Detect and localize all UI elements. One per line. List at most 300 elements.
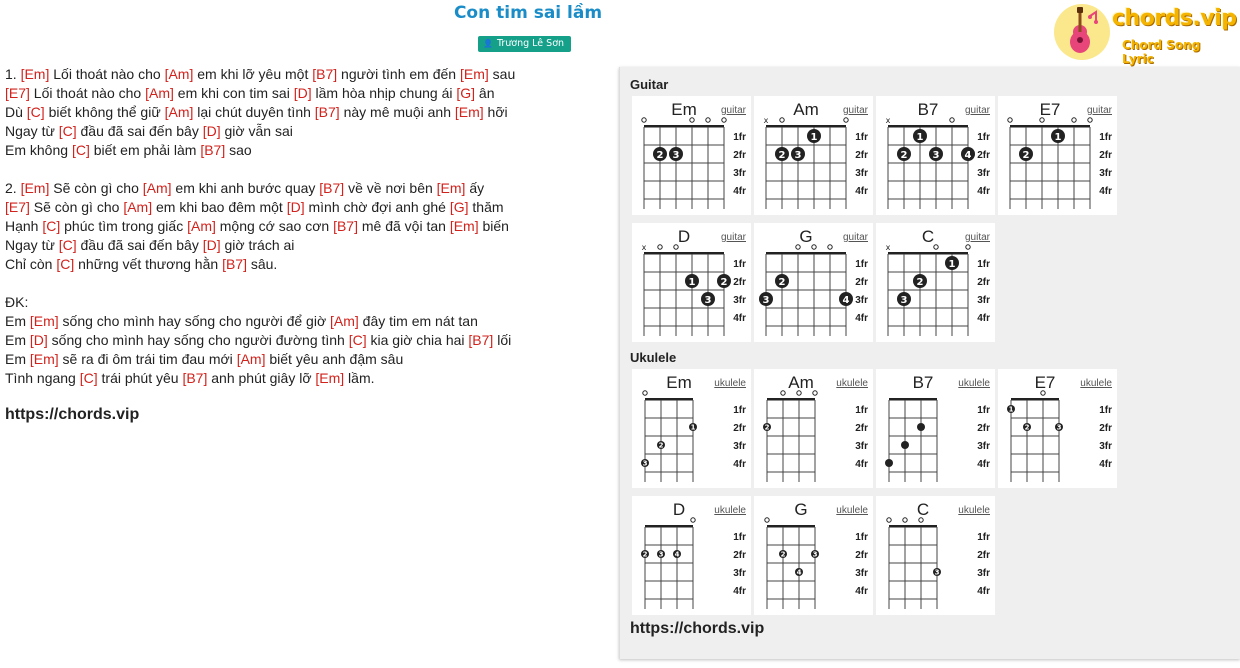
fret-label: 4fr <box>977 186 990 197</box>
finger-number: 3 <box>900 295 908 306</box>
fret-label: 2fr <box>855 423 868 434</box>
chord-tag[interactable]: [C] <box>79 370 98 386</box>
fret-label: 1fr <box>733 405 746 416</box>
fret-label: 4fr <box>733 459 746 470</box>
finger-number: 3 <box>812 550 818 559</box>
instrument-link[interactable]: guitar <box>964 105 990 116</box>
fret-label: 4fr <box>733 186 746 197</box>
chord-tag[interactable]: [E7] <box>5 199 30 215</box>
open-string-marker <box>658 245 662 249</box>
nut <box>1011 398 1059 401</box>
lyric-line <box>5 65 605 84</box>
chord-tag[interactable]: [B7] <box>312 66 338 82</box>
instrument-link[interactable]: ukulele <box>1080 378 1112 389</box>
lyric-line <box>5 312 605 331</box>
lyric-text: ấy <box>465 180 485 196</box>
lyric-text: em khi bao đêm một <box>152 199 287 215</box>
finger-number: 2 <box>1024 423 1030 432</box>
chord-tag[interactable]: [Am] <box>164 66 194 82</box>
instrument-link[interactable]: guitar <box>720 232 746 243</box>
finger-number: 3 <box>794 150 802 161</box>
lyric-text: ĐK: <box>5 294 29 310</box>
lyric-text: Lối thoát nào cho <box>29 85 146 101</box>
lyric-text: lối <box>493 332 512 348</box>
finger-number: 3 <box>934 568 940 577</box>
fret-label: 4fr <box>977 459 990 470</box>
lyric-text: em khi lỡ yêu một <box>193 66 313 82</box>
nut <box>766 125 846 128</box>
lyric-text: Em không <box>5 142 72 158</box>
fret-label: 3fr <box>977 568 990 579</box>
lyric-text: Ngay từ <box>5 123 59 139</box>
finger-number: 3 <box>932 150 940 161</box>
instrument-link[interactable]: guitar <box>842 105 868 116</box>
lyric-line <box>5 122 605 141</box>
lyric-text: lầm. <box>344 370 375 386</box>
fret-label: 2fr <box>977 150 990 161</box>
lyrics-block <box>5 65 605 388</box>
chord-tag[interactable]: [D] <box>202 237 221 253</box>
fret-label: 1fr <box>855 405 868 416</box>
blank-line <box>5 160 605 179</box>
muted-string-marker: x <box>885 116 891 125</box>
lyric-text: Em <box>5 351 30 367</box>
guitar-chord-card-c[interactable] <box>876 223 995 342</box>
lyric-text: phúc tìm trong giấc <box>60 218 188 234</box>
ukulele-chord-card-g[interactable] <box>754 496 873 615</box>
fret-label: 1fr <box>977 532 990 543</box>
chord-tag[interactable]: [C] <box>58 123 77 139</box>
finger-number: 3 <box>642 459 648 468</box>
ukulele-chord-card-em[interactable] <box>632 369 751 488</box>
chord-tag[interactable]: [D] <box>29 332 48 348</box>
chord-tag[interactable]: [B7] <box>182 370 208 386</box>
fret-label: 1fr <box>733 532 746 543</box>
fret-label: 3fr <box>733 441 746 452</box>
lyric-text: hỡi <box>483 104 508 120</box>
lyric-text: sẽ ra đi ôm trái tim đau mới <box>58 351 237 367</box>
finger-number: 1 <box>1054 132 1062 143</box>
chord-tag[interactable]: [G] <box>456 85 476 101</box>
lyric-text: lại chút duyên tình <box>193 104 315 120</box>
chord-name: Am <box>788 373 814 392</box>
lyric-text: người tình em đến <box>337 66 460 82</box>
chord-name: C <box>921 227 935 246</box>
fret-label: 1fr <box>977 259 990 270</box>
lyric-line <box>5 141 605 160</box>
nut <box>644 252 724 255</box>
finger-dot <box>901 441 909 449</box>
lyric-text: giờ vẫn sai <box>220 123 293 139</box>
chord-tag[interactable]: [Em] <box>29 351 59 367</box>
lyric-text: biết em phải làm <box>89 142 201 158</box>
chord-tag[interactable]: [B7] <box>314 104 340 120</box>
open-string-marker <box>903 518 907 522</box>
fret-label: 4fr <box>855 459 868 470</box>
site-url-right[interactable]: https://chords.vip <box>630 620 765 637</box>
artist-badge[interactable] <box>478 36 571 52</box>
instrument-link[interactable]: ukulele <box>836 378 868 389</box>
chord-name: E7 <box>1039 100 1061 119</box>
fret-label: 4fr <box>733 313 746 324</box>
lyric-line <box>5 236 605 255</box>
site-logo[interactable] <box>1054 4 1237 66</box>
finger-number: 2 <box>900 150 908 161</box>
lyric-text: Sẽ còn gì cho <box>49 180 143 196</box>
nut <box>888 252 968 255</box>
finger-dot <box>917 423 925 431</box>
finger-number: 4 <box>842 295 850 306</box>
lyric-text: những vết thương hằn <box>74 256 223 272</box>
chord-tag[interactable]: [Am] <box>164 104 194 120</box>
fret-label: 1fr <box>733 259 746 270</box>
open-string-marker <box>950 118 954 122</box>
lyric-text: sống cho mình hay sống cho người để giờ <box>58 313 331 329</box>
nut <box>644 125 724 128</box>
lyric-text: trái phút yêu <box>97 370 183 386</box>
lyric-text: Sẽ còn gì cho <box>29 199 124 215</box>
chord-tag[interactable]: [Am] <box>187 218 216 234</box>
fret-label: 3fr <box>855 168 868 179</box>
chord-name: E7 <box>1034 373 1056 392</box>
finger-number: 3 <box>762 295 770 306</box>
finger-number: 2 <box>764 423 770 432</box>
nut <box>767 525 815 528</box>
finger-number: 2 <box>656 150 664 161</box>
chord-tag[interactable]: [B7] <box>222 256 247 272</box>
chord-tag[interactable]: [Am] <box>123 199 153 215</box>
fret-label: 3fr <box>1099 441 1112 452</box>
fret-label: 3fr <box>855 441 868 452</box>
finger-number: 4 <box>964 150 972 161</box>
chord-name: Am <box>793 100 819 119</box>
fret-label: 2fr <box>733 277 746 288</box>
finger-number: 1 <box>1008 405 1014 414</box>
guitar-chord-card-e7[interactable] <box>998 96 1117 215</box>
artist-name: Trương Lê Sơn <box>496 38 565 49</box>
chord-name: B7 <box>912 373 934 392</box>
chord-name: G <box>794 500 808 519</box>
chord-tag[interactable]: [Em] <box>315 370 345 386</box>
lyric-line <box>5 331 605 350</box>
chord-tag[interactable]: [Em] <box>459 66 489 82</box>
fret-label: 2fr <box>855 277 868 288</box>
lyric-text: về về nơi bên <box>344 180 437 196</box>
ukulele-chord-card-c[interactable] <box>876 496 995 615</box>
nut <box>766 252 846 255</box>
open-string-marker <box>765 518 769 522</box>
ukulele-chord-card-d[interactable] <box>632 496 751 615</box>
finger-number: 1 <box>688 277 696 288</box>
lyric-text: thăm <box>468 199 504 215</box>
instrument-link[interactable]: ukulele <box>714 378 746 389</box>
guitar-section-title: Guitar <box>630 77 669 92</box>
chord-name: B7 <box>917 100 939 119</box>
lyric-text: sống cho mình hay sống cho người đường tình <box>47 332 349 348</box>
lyric-line <box>5 350 605 369</box>
logo-brand-text: chords.vip <box>1112 6 1237 31</box>
fret-label: 3fr <box>977 168 990 179</box>
lyric-text: mê đã vội tan <box>357 218 450 234</box>
finger-number: 3 <box>658 550 664 559</box>
open-string-marker <box>812 245 816 249</box>
instrument-link[interactable]: ukulele <box>714 505 746 516</box>
chord-name: D <box>672 500 686 519</box>
lyric-text: giờ trách ai <box>220 237 295 253</box>
fret-label: 1fr <box>1099 132 1112 143</box>
chord-name: D <box>677 227 691 246</box>
fret-label: 3fr <box>855 568 868 579</box>
lyric-text: em khi anh bước quay <box>171 180 320 196</box>
open-string-marker <box>674 245 678 249</box>
open-string-marker <box>643 391 647 395</box>
finger-number: 2 <box>778 277 786 288</box>
guitar-logo-icon <box>1054 4 1110 60</box>
song-title: Con tim sai lầm <box>453 3 603 23</box>
open-string-marker <box>722 118 726 122</box>
fret-label: 1fr <box>1099 405 1112 416</box>
guitar-chord-card-d[interactable] <box>632 223 751 342</box>
guitar-chord-card-g[interactable] <box>754 223 873 342</box>
chord-name: Em <box>671 100 697 119</box>
finger-number: 1 <box>948 259 956 270</box>
ukulele-chord-card-am[interactable] <box>754 369 873 488</box>
instrument-link[interactable]: ukulele <box>958 505 990 516</box>
nut <box>889 398 937 401</box>
chord-tag[interactable]: [D] <box>286 199 305 215</box>
open-string-marker <box>828 245 832 249</box>
nut <box>1010 125 1090 128</box>
site-url-left[interactable]: https://chords.vip <box>5 406 140 423</box>
ukulele-section-title: Ukulele <box>630 350 677 365</box>
chord-tag[interactable]: [Em] <box>20 66 50 82</box>
open-string-marker <box>691 518 695 522</box>
fret-label: 2fr <box>855 150 868 161</box>
chord-tag[interactable]: [C] <box>56 256 75 272</box>
lyric-text: đầu đã sai đến bây <box>76 123 203 139</box>
open-string-marker <box>813 391 817 395</box>
finger-number: 2 <box>780 550 786 559</box>
fret-label: 2fr <box>733 150 746 161</box>
open-string-marker <box>1008 118 1012 122</box>
fret-label: 2fr <box>977 550 990 561</box>
muted-string-marker: x <box>641 243 647 252</box>
chord-tag[interactable]: [D] <box>293 85 312 101</box>
fret-label: 1fr <box>733 132 746 143</box>
instrument-link[interactable]: guitar <box>842 232 868 243</box>
finger-number: 4 <box>674 550 680 559</box>
lyric-text: 1. <box>5 66 21 82</box>
finger-number: 1 <box>810 132 818 143</box>
lyric-text: Dù <box>5 104 27 120</box>
lyric-text: Tình ngang <box>5 370 80 386</box>
chord-tag[interactable]: [B7] <box>333 218 358 234</box>
lyric-text: này mê muội anh <box>339 104 455 120</box>
nut <box>645 525 693 528</box>
lyric-text: biết không thể giữ <box>44 104 165 120</box>
lyric-line <box>5 369 605 388</box>
open-string-marker <box>706 118 710 122</box>
instrument-link[interactable]: guitar <box>964 232 990 243</box>
open-string-marker <box>796 245 800 249</box>
chord-tag[interactable]: [Em] <box>454 104 484 120</box>
finger-number: 2 <box>720 277 728 288</box>
finger-number: 3 <box>1056 423 1062 432</box>
lyric-text: đây tim em nát tan <box>358 313 478 329</box>
lyric-text: đầu đã sai đến bây <box>76 237 203 253</box>
chord-tag[interactable]: [G] <box>449 199 469 215</box>
fret-label: 3fr <box>977 295 990 306</box>
chord-tag[interactable]: [C] <box>26 104 45 120</box>
lyric-text: biết yêu anh đậm sâu <box>265 351 404 367</box>
finger-dot <box>885 459 893 467</box>
fret-label: 1fr <box>977 405 990 416</box>
chord-tag[interactable]: [Em] <box>29 313 59 329</box>
instrument-link[interactable]: guitar <box>720 105 746 116</box>
lyric-line <box>5 84 605 103</box>
fret-label: 4fr <box>855 586 868 597</box>
fret-label: 2fr <box>977 277 990 288</box>
lyric-text: Chỉ còn <box>5 256 57 272</box>
nut <box>767 398 815 401</box>
chord-tag[interactable]: [B7] <box>468 332 494 348</box>
finger-number: 2 <box>658 441 664 450</box>
chord-tag[interactable]: [Em] <box>436 180 466 196</box>
fret-label: 4fr <box>1099 186 1112 197</box>
lyric-text: kia giờ chia hai <box>366 332 469 348</box>
lyric-text: mộng cớ sao cơn <box>215 218 334 234</box>
fret-label: 1fr <box>855 132 868 143</box>
open-string-marker <box>1088 118 1092 122</box>
finger-number: 3 <box>672 150 680 161</box>
open-string-marker <box>887 518 891 522</box>
lyric-text: Em <box>5 332 30 348</box>
chord-tag[interactable]: [Em] <box>449 218 479 234</box>
open-string-marker <box>781 391 785 395</box>
fret-label: 2fr <box>855 550 868 561</box>
chord-tag[interactable]: [Am] <box>236 351 266 367</box>
fret-label: 1fr <box>855 259 868 270</box>
lyric-line <box>5 217 605 236</box>
fret-label: 2fr <box>977 423 990 434</box>
finger-number: 2 <box>778 150 786 161</box>
lyric-text: Ngay từ <box>5 237 59 253</box>
chord-tag[interactable]: [C] <box>71 142 90 158</box>
chord-tag[interactable]: [B7] <box>200 142 226 158</box>
lyric-text: em khi con tim sai <box>173 85 294 101</box>
fret-label: 3fr <box>733 295 746 306</box>
fret-label: 4fr <box>855 313 868 324</box>
fret-label: 4fr <box>733 586 746 597</box>
fret-label: 3fr <box>733 568 746 579</box>
fret-label: 1fr <box>977 132 990 143</box>
fret-label: 3fr <box>1099 168 1112 179</box>
fret-label: 4fr <box>977 586 990 597</box>
blank-line <box>5 274 605 293</box>
fret-label: 4fr <box>1099 459 1112 470</box>
lyric-text: lầm hòa nhịp chung ái <box>311 85 457 101</box>
nut <box>888 125 968 128</box>
instrument-link[interactable]: ukulele <box>836 505 868 516</box>
open-string-marker <box>1072 118 1076 122</box>
lyric-text: ân <box>475 85 495 101</box>
chord-tag[interactable]: [C] <box>42 218 61 234</box>
fret-label: 2fr <box>1099 150 1112 161</box>
chord-tag[interactable]: [C] <box>58 237 77 253</box>
lyric-text: anh phút giây lỡ <box>207 370 316 386</box>
logo-tagline: Chord Song Lyric <box>1122 38 1201 66</box>
fret-label: 2fr <box>733 550 746 561</box>
finger-number: 1 <box>916 132 924 143</box>
open-string-marker <box>966 245 970 249</box>
fret-label: 4fr <box>977 313 990 324</box>
chord-tag[interactable]: [D] <box>202 123 221 139</box>
instrument-link[interactable]: ukulele <box>958 378 990 389</box>
finger-number: 2 <box>916 277 924 288</box>
chord-tag[interactable]: [Am] <box>142 180 172 196</box>
lyric-line <box>5 179 605 198</box>
finger-number: 2 <box>1022 150 1030 161</box>
lyric-line <box>5 293 605 312</box>
lyric-line <box>5 103 605 122</box>
ukulele-chord-card-b7[interactable] <box>876 369 995 488</box>
instrument-link[interactable]: guitar <box>1086 105 1112 116</box>
lyric-line <box>5 198 605 217</box>
lyric-text: Hạnh <box>5 218 43 234</box>
lyric-text: Em <box>5 313 30 329</box>
open-string-marker <box>844 118 848 122</box>
chord-tag[interactable]: [Am] <box>145 85 174 101</box>
chord-tag[interactable]: [Am] <box>330 313 359 329</box>
fret-label: 2fr <box>733 423 746 434</box>
lyric-text: 2. <box>5 180 21 196</box>
nut <box>645 398 693 401</box>
muted-string-marker: x <box>763 116 769 125</box>
fret-label: 2fr <box>1099 423 1112 434</box>
fret-label: 3fr <box>977 441 990 452</box>
lyric-text: Lối thoát nào cho <box>49 66 165 82</box>
open-string-marker <box>780 118 784 122</box>
chord-tag[interactable]: [B7] <box>319 180 345 196</box>
finger-number: 2 <box>642 550 648 559</box>
person-icon: 👤 <box>483 39 493 48</box>
lyric-text: sâu. <box>246 256 278 272</box>
guitar-chord-card-em[interactable] <box>632 96 751 215</box>
finger-number: 3 <box>704 295 712 306</box>
lyric-text: sao <box>225 142 252 158</box>
fret-label: 4fr <box>855 186 868 197</box>
chord-name: G <box>799 227 813 246</box>
lyric-text: biến <box>478 218 509 234</box>
chord-name: Em <box>666 373 692 392</box>
chord-name: C <box>916 500 930 519</box>
lyric-text: sau <box>488 66 516 82</box>
fret-label: 3fr <box>733 168 746 179</box>
chord-tag[interactable]: [E7] <box>5 85 30 101</box>
nut <box>889 525 937 528</box>
lyric-line <box>5 255 605 274</box>
open-string-marker <box>934 245 938 249</box>
finger-number: 1 <box>690 423 696 432</box>
open-string-marker <box>642 118 646 122</box>
guitar-chord-card-b7[interactable] <box>876 96 995 215</box>
finger-number: 4 <box>796 568 802 577</box>
fret-label: 1fr <box>855 532 868 543</box>
ukulele-chord-card-e7[interactable] <box>998 369 1117 488</box>
guitar-chord-card-am[interactable] <box>754 96 873 215</box>
chord-tag[interactable]: [Em] <box>20 180 50 196</box>
chord-tag[interactable]: [C] <box>348 332 367 348</box>
